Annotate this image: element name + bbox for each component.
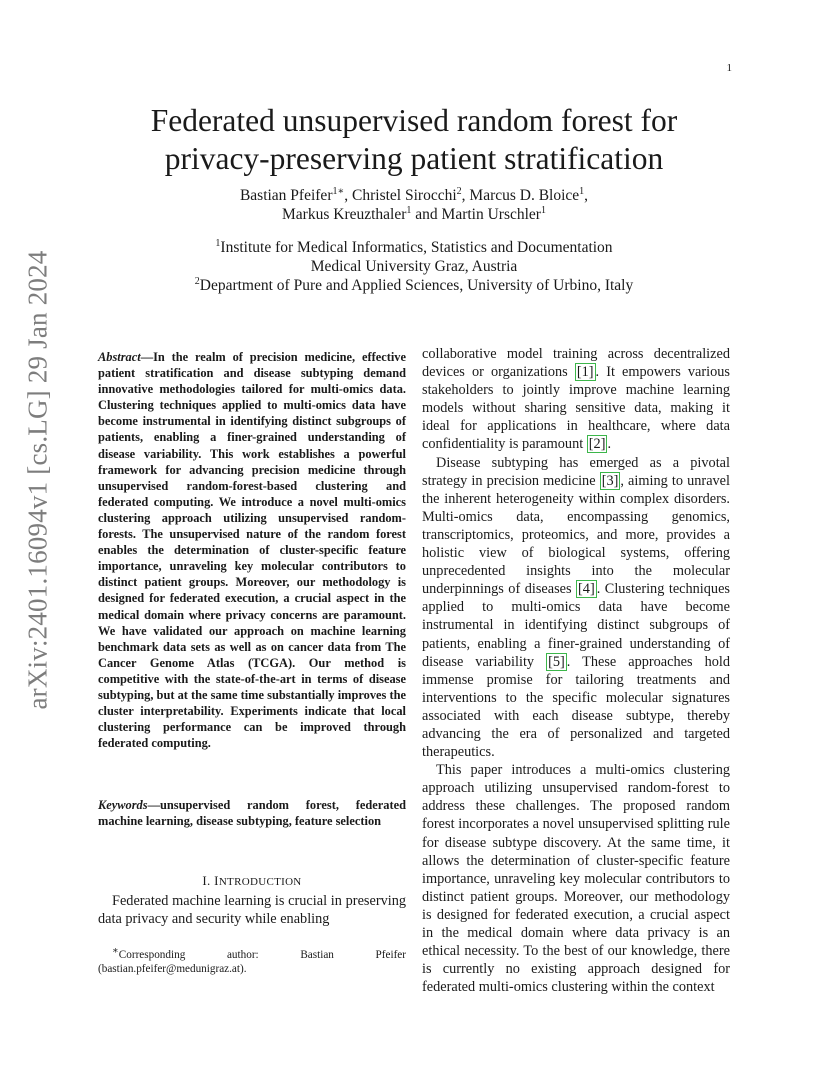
right-column bbox=[422, 345, 730, 996]
intro-text: Federated machine learning is crucial in preserving data privacy and security while enabling bbox=[98, 893, 406, 928]
footnote-mark: ∗ bbox=[112, 945, 119, 957]
page-number: 1 bbox=[726, 62, 732, 74]
author-affil-mark: 1 bbox=[579, 185, 585, 197]
keywords bbox=[98, 797, 406, 829]
paper-title bbox=[0, 102, 828, 178]
section-number: I. bbox=[202, 873, 211, 888]
author-affil-mark: 2 bbox=[456, 185, 462, 197]
paragraph bbox=[422, 454, 730, 762]
title-line-1: Federated unsupervised random forest for bbox=[150, 103, 678, 138]
affil-mark: 1 bbox=[215, 237, 221, 249]
citation-link[interactable]: [2] bbox=[588, 436, 606, 453]
author-conjunction: and bbox=[415, 206, 438, 223]
author-name: Martin Urschler bbox=[441, 206, 541, 223]
author-affil-mark: 1 bbox=[540, 204, 546, 216]
title-line-2: privacy-preserving patient stratification bbox=[164, 141, 664, 176]
author-name: Markus Kreuzthaler bbox=[282, 206, 407, 223]
paragraph-text: , aiming to unravel the inherent heterogeneity within complex disorders. Multi-omics data, encompassing genomics, transcriptomics, proteomics, and more, provides a holistic view of biological systems, offering unprecedented insights into the molecular underpinnings of diseases bbox=[422, 472, 731, 598]
intro-paragraph bbox=[98, 892, 406, 928]
citation-link[interactable]: [4] bbox=[578, 581, 595, 598]
affiliations bbox=[0, 238, 828, 295]
citation-link[interactable]: [1] bbox=[576, 364, 594, 381]
author-affil-mark: 1∗ bbox=[332, 185, 345, 197]
abstract-label: Abstract bbox=[98, 350, 141, 364]
citation-link[interactable]: [5] bbox=[548, 653, 565, 670]
abstract bbox=[98, 349, 406, 751]
affiliation-line: Institute for Medical Informatics, Statistics and Documentation bbox=[220, 239, 613, 256]
paragraph: This paper introduces a multi-omics clustering approach utilizing unsupervised random-forest to address these challenges. The proposed random forest incorporates a novel unsupervised splitting rule for disease subtype discovery. At the same time, it allows the determination of cluster-specific feature importance, unraveling key molecular contributors to distinct patient groups. Moreover, our methodology is designed for federated execution, a crucial aspect in the medical domain where data privacy is an ethical necessity. To the best of our knowledge, there is currently no existing approach designed for federated multi-omics clustering within the context bbox=[422, 762, 730, 996]
keywords-label: Keywords bbox=[98, 798, 148, 812]
keywords-text: —unsupervised random forest, federated machine learning, disease subtyping, feature selection bbox=[98, 798, 406, 829]
footnote bbox=[98, 945, 406, 976]
citation-link[interactable]: [3] bbox=[601, 472, 619, 489]
abstract-text: —In the realm of precision medicine, effective patient stratification and disease subtyping demand innovative methodologies tailored for multi-omics data. Clustering techniques applied to multi-omics data have become instrumental in identifying distinct subgroups of patients, enabling a finer-grained understanding of disease variability. This work establishes a powerful framework for advancing precision medicine through unsupervised random-forest-based clustering and federated computing. We introduce a novel multi-omics clustering approach utilizing unsupervised random-forests. The unsupervised nature of the random forest enables the determination of cluster-specific feature importance, unraveling key molecular contributors to distinct patient groups. Moreover, our methodology is designed for federated execution, a crucial aspect in the medical domain where privacy concerns are paramount. We have validated our approach on machine learning benchmark data sets as well as on cancer data from The Cancer Genome Atlas (TCGA). Our method is competitive with the state-of-the-art in terms of disease subtyping, but at the same time substantially improves the cluster interpretability. Experiments indicate that local clustering performance can be improved through federated computing. bbox=[98, 350, 406, 751]
author-list: Bastian Pfeifer$^{1∗}$, Christel Sirocchi$^2$, Marcus D. Bloice$^1$, Markus Kreuzthaler$^1$ and Martin Urschler$^1$ bbox=[239, 185, 589, 223]
footnote-text: Corresponding author: Bastian Pfeifer (bastian.pfeifer@medunigraz.at). bbox=[98, 949, 406, 975]
paragraph-text: . It empowers various stakeholders to jointly improve machine learning models without sharing sensitive data, making it ideal for applications in healthcare, where data confidentiality is paramount bbox=[422, 364, 730, 453]
paragraph-text: . These approaches hold immense promise for tailoring treatments and interventions to the specific molecular signatures associated with each disease subtype, thereby advancing the era of personalized and targeted therapeutics. bbox=[422, 653, 730, 761]
paragraph-text: collaborative model training across decentralized devices or organizations bbox=[422, 346, 730, 381]
author-name: Marcus D. Bloice bbox=[469, 187, 580, 204]
affiliation-line: Medical University Graz, Austria bbox=[310, 258, 518, 275]
author-affil-mark: 1 bbox=[406, 204, 412, 216]
paragraph bbox=[422, 345, 730, 454]
paragraph-text: . Clustering techniques applied to multi-omics data have become instrumental in identifying distinct subgroups of patients, enabling a finer-grained understanding of disease variability bbox=[422, 581, 730, 670]
arxiv-stamp: arXiv:2401.16094v1 [cs.LG] 29 Jan 2024 bbox=[22, 250, 53, 710]
section-initial: I bbox=[214, 873, 219, 888]
author-name: Christel Sirocchi bbox=[352, 187, 457, 204]
section-title-rest: NTRODUCTION bbox=[218, 876, 302, 888]
author-name: Bastian Pfeifer bbox=[239, 187, 333, 204]
section-heading bbox=[98, 873, 406, 889]
paragraph-text: . bbox=[607, 436, 612, 453]
affil-mark: 2 bbox=[194, 275, 200, 287]
paragraph-text: Disease subtyping has emerged as a pivotal strategy in precision medicine bbox=[422, 454, 730, 489]
affiliation-line: Department of Pure and Applied Sciences, University of Urbino, Italy bbox=[199, 277, 634, 294]
